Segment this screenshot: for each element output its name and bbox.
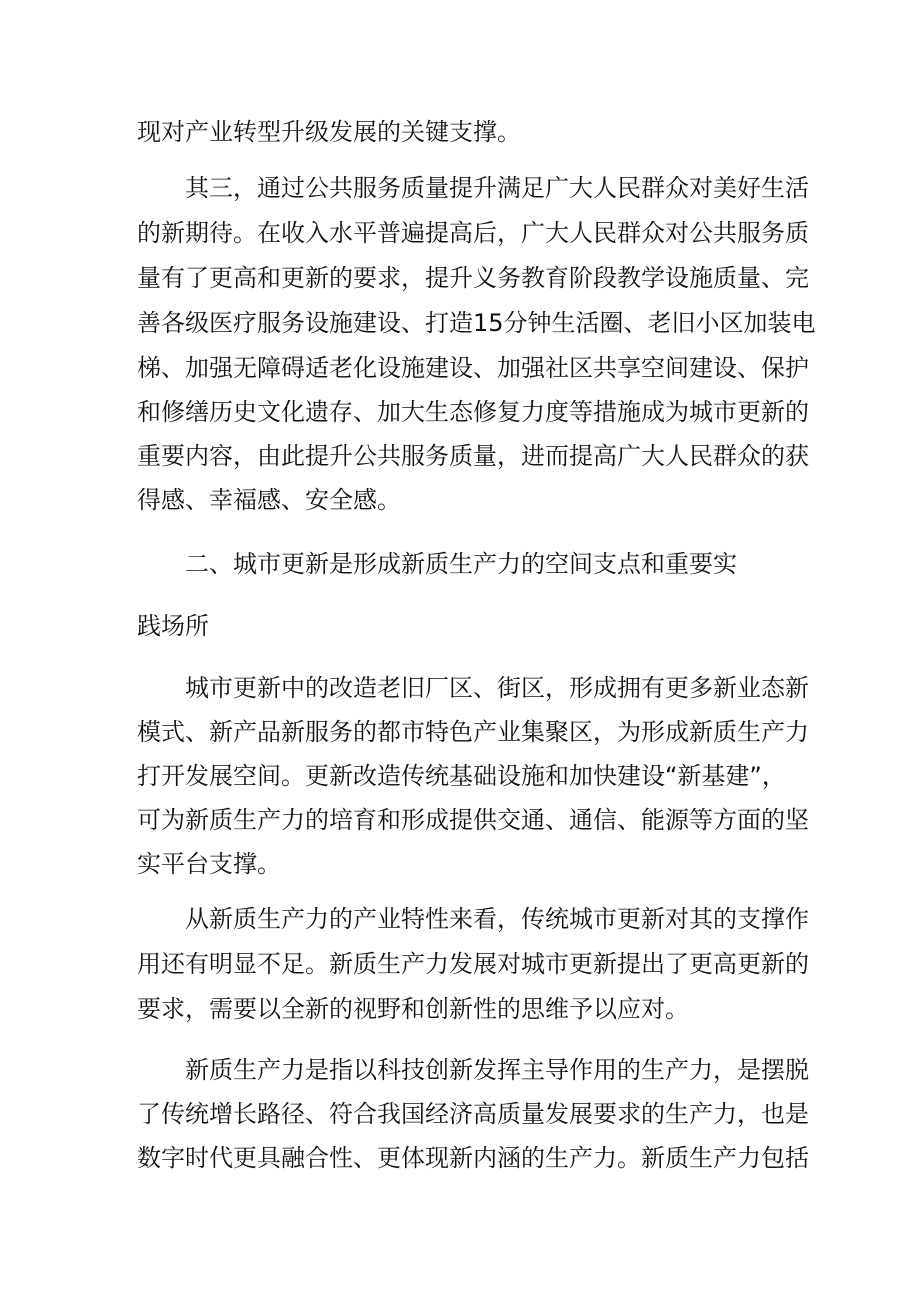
text-line: 得感、幸福感、安全感。 xyxy=(137,486,401,514)
heading-line: 践场所 xyxy=(137,612,209,640)
text-line: 可为新质生产力的培育和形成提供交通、通信、能源等方面的坚 xyxy=(137,806,809,834)
text-line: 的新期待。在收入水平普遍提高后，广大人民群众对公共服务质 xyxy=(137,219,809,247)
text-line: 从新质生产力的产业特性来看，传统城市更新对其的支撑作 xyxy=(185,905,809,933)
text-line: 善各级医疗服务设施建设、打造15分钟生活圈、老旧小区加装电 xyxy=(137,309,816,337)
text-line: 其三，通过公共服务质量提升满足广大人民群众对美好生活 xyxy=(185,174,809,202)
text-line: 用还有明显不足。新质生产力发展对城市更新提出了更高更新的 xyxy=(137,950,809,978)
heading-line: 二、城市更新是形成新质生产力的空间支点和重要实 xyxy=(185,550,737,578)
text-line: 打开发展空间。更新改造传统基础设施和加快建设“新基建”， xyxy=(137,762,786,790)
text-line: 了传统增长路径、符合我国经济高质量发展要求的生产力，也是 xyxy=(137,1100,809,1128)
text-line: 重要内容，由此提升公共服务质量，进而提高广大人民群众的获 xyxy=(137,442,809,470)
text-line: 要求，需要以全新的视野和创新性的思维予以应对。 xyxy=(137,995,689,1023)
text-line: 实平台支撑。 xyxy=(137,850,281,878)
text-line: 数字时代更具融合性、更体现新内涵的生产力。新质生产力包括 xyxy=(137,1144,809,1172)
text-line: 梯、加强无障碍适老化设施建设、加强社区共享空间建设、保护 xyxy=(137,354,809,382)
text-line: 量有了更高和更新的要求，提升义务教育阶段教学设施质量、完 xyxy=(137,264,809,292)
text-line: 新质生产力是指以科技创新发挥主导作用的生产力，是摆脱 xyxy=(185,1056,809,1084)
text-line: 城市更新中的改造老旧厂区、街区，形成拥有更多新业态新 xyxy=(185,674,809,702)
text-line: 和修缮历史文化遗存、加大生态修复力度等措施成为城市更新的 xyxy=(137,398,809,426)
text-line: 现对产业转型升级发展的关键支撑。 xyxy=(137,118,521,146)
text-line: 模式、新产品新服务的都市特色产业集聚区，为形成新质生产力 xyxy=(137,718,809,746)
